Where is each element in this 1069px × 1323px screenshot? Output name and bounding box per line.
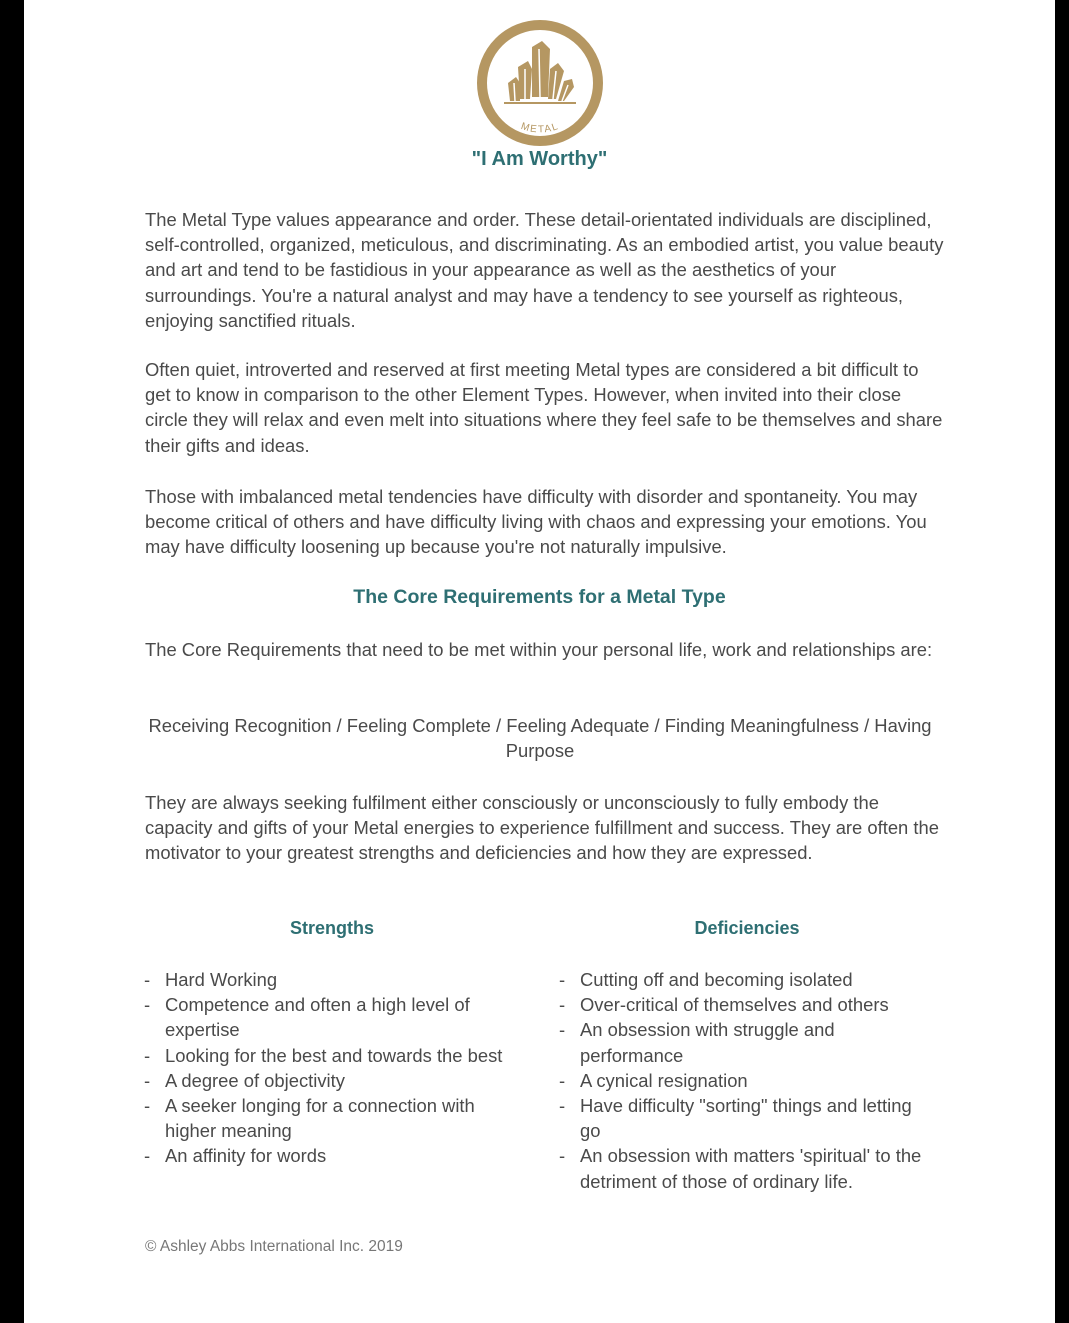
bullet-dash: - (559, 1019, 566, 1041)
deficiencies-list (559, 967, 934, 1194)
list-item (144, 992, 504, 1042)
list-item (144, 1043, 504, 1068)
strength-text: Looking for the best and towards the best (165, 1044, 503, 1066)
document-page (24, 0, 1055, 1323)
bullet-dash: - (559, 1069, 566, 1091)
deficiency-text: Have difficulty "sorting" things and letting go (580, 1095, 912, 1142)
list-item (559, 1068, 934, 1093)
metal-crystal-logo (476, 19, 604, 147)
deficiencies-heading: Deficiencies (694, 918, 800, 938)
list-item (559, 967, 934, 992)
list-item (144, 967, 504, 992)
bullet-dash: - (144, 1044, 151, 1066)
logo-label: METAL (519, 120, 561, 136)
strength-text: Competence and often a high level of expertise (165, 994, 470, 1041)
bullet-dash: - (144, 1069, 151, 1091)
strengths-heading: Strengths (289, 918, 374, 938)
list-item (144, 1093, 504, 1143)
deficiency-text: Cutting off and becoming isolated (580, 969, 853, 990)
core-requirements-heading: The Core Requirements for a Metal Type (353, 586, 726, 608)
bullet-dash: - (559, 969, 566, 990)
strengths-list (144, 967, 504, 1169)
strength-text: A degree of objectivity (165, 1069, 345, 1091)
imbalance-paragraph: Those with imbalanced metal tendencies have difficulty with disorder and spontaneity. You may become critical of others and have difficulty living with chaos and expressing your emotions. You may have difficulty loosening up because you're not naturally impulsive. (145, 486, 927, 558)
core-requirements-list: Receiving Recognition / Feeling Complete / Feeling Adequate / Finding Meaningfulness / Having Purpose (148, 715, 932, 762)
deficiency-text: A cynical resignation (580, 1069, 748, 1091)
copyright-footer: © Ashley Abbs International Inc. 2019 (145, 1238, 403, 1255)
list-item (559, 1093, 934, 1143)
bullet-dash: - (559, 1095, 566, 1117)
intro-paragraph: The Metal Type values appearance and order. These detail-orientated individuals are disciplined, self-controlled, organized, meticulous, and discriminating. As an embodied artist, you value beauty and art and tend to be fastidious in your appearance as well as the aesthetics of your surroundings. You're a natural analyst and may have a tendency to see yourself as righteous, enjoying sanctified rituals. (145, 209, 944, 331)
motto-title: "I Am Worthy" (471, 148, 608, 170)
core-intro-paragraph: The Core Requirements that need to be met within your personal life, work and relationships are: (145, 639, 933, 660)
bullet-dash: - (144, 969, 151, 990)
personality-paragraph: Often quiet, introverted and reserved at first meeting Metal types are considered a bit difficult to get to know in comparison to the other Element Types. However, when invited into their close circle they will relax and even melt into situations where they feel safe to be themselves and share their gifts and ideas. (145, 359, 943, 456)
deficiency-text: An obsession with matters 'spiritual' to the detriment of those of ordinary life. (580, 1145, 922, 1192)
list-item (559, 992, 934, 1017)
bullet-dash: - (144, 994, 151, 1016)
deficiency-text: An obsession with struggle and performance (580, 1019, 835, 1066)
list-item (559, 1017, 934, 1067)
list-item (144, 1143, 504, 1168)
bullet-dash: - (559, 994, 566, 1016)
deficiency-text: Over-critical of themselves and others (580, 994, 889, 1016)
strength-text: Hard Working (165, 969, 278, 990)
bullet-dash: - (559, 1145, 566, 1167)
core-outro-paragraph: They are always seeking fulfilment either consciously or unconsciously to fully embody the capacity and gifts of your Metal energies to experience fulfillment and success. They are often the motivator to your greatest strengths and deficiencies and how they are expressed. (145, 792, 939, 864)
strength-text: A seeker longing for a connection with higher meaning (165, 1095, 475, 1142)
bullet-dash: - (144, 1145, 151, 1167)
strength-text: An affinity for words (165, 1145, 327, 1167)
list-item (144, 1068, 504, 1093)
bullet-dash: - (144, 1095, 151, 1117)
list-item (559, 1143, 934, 1193)
